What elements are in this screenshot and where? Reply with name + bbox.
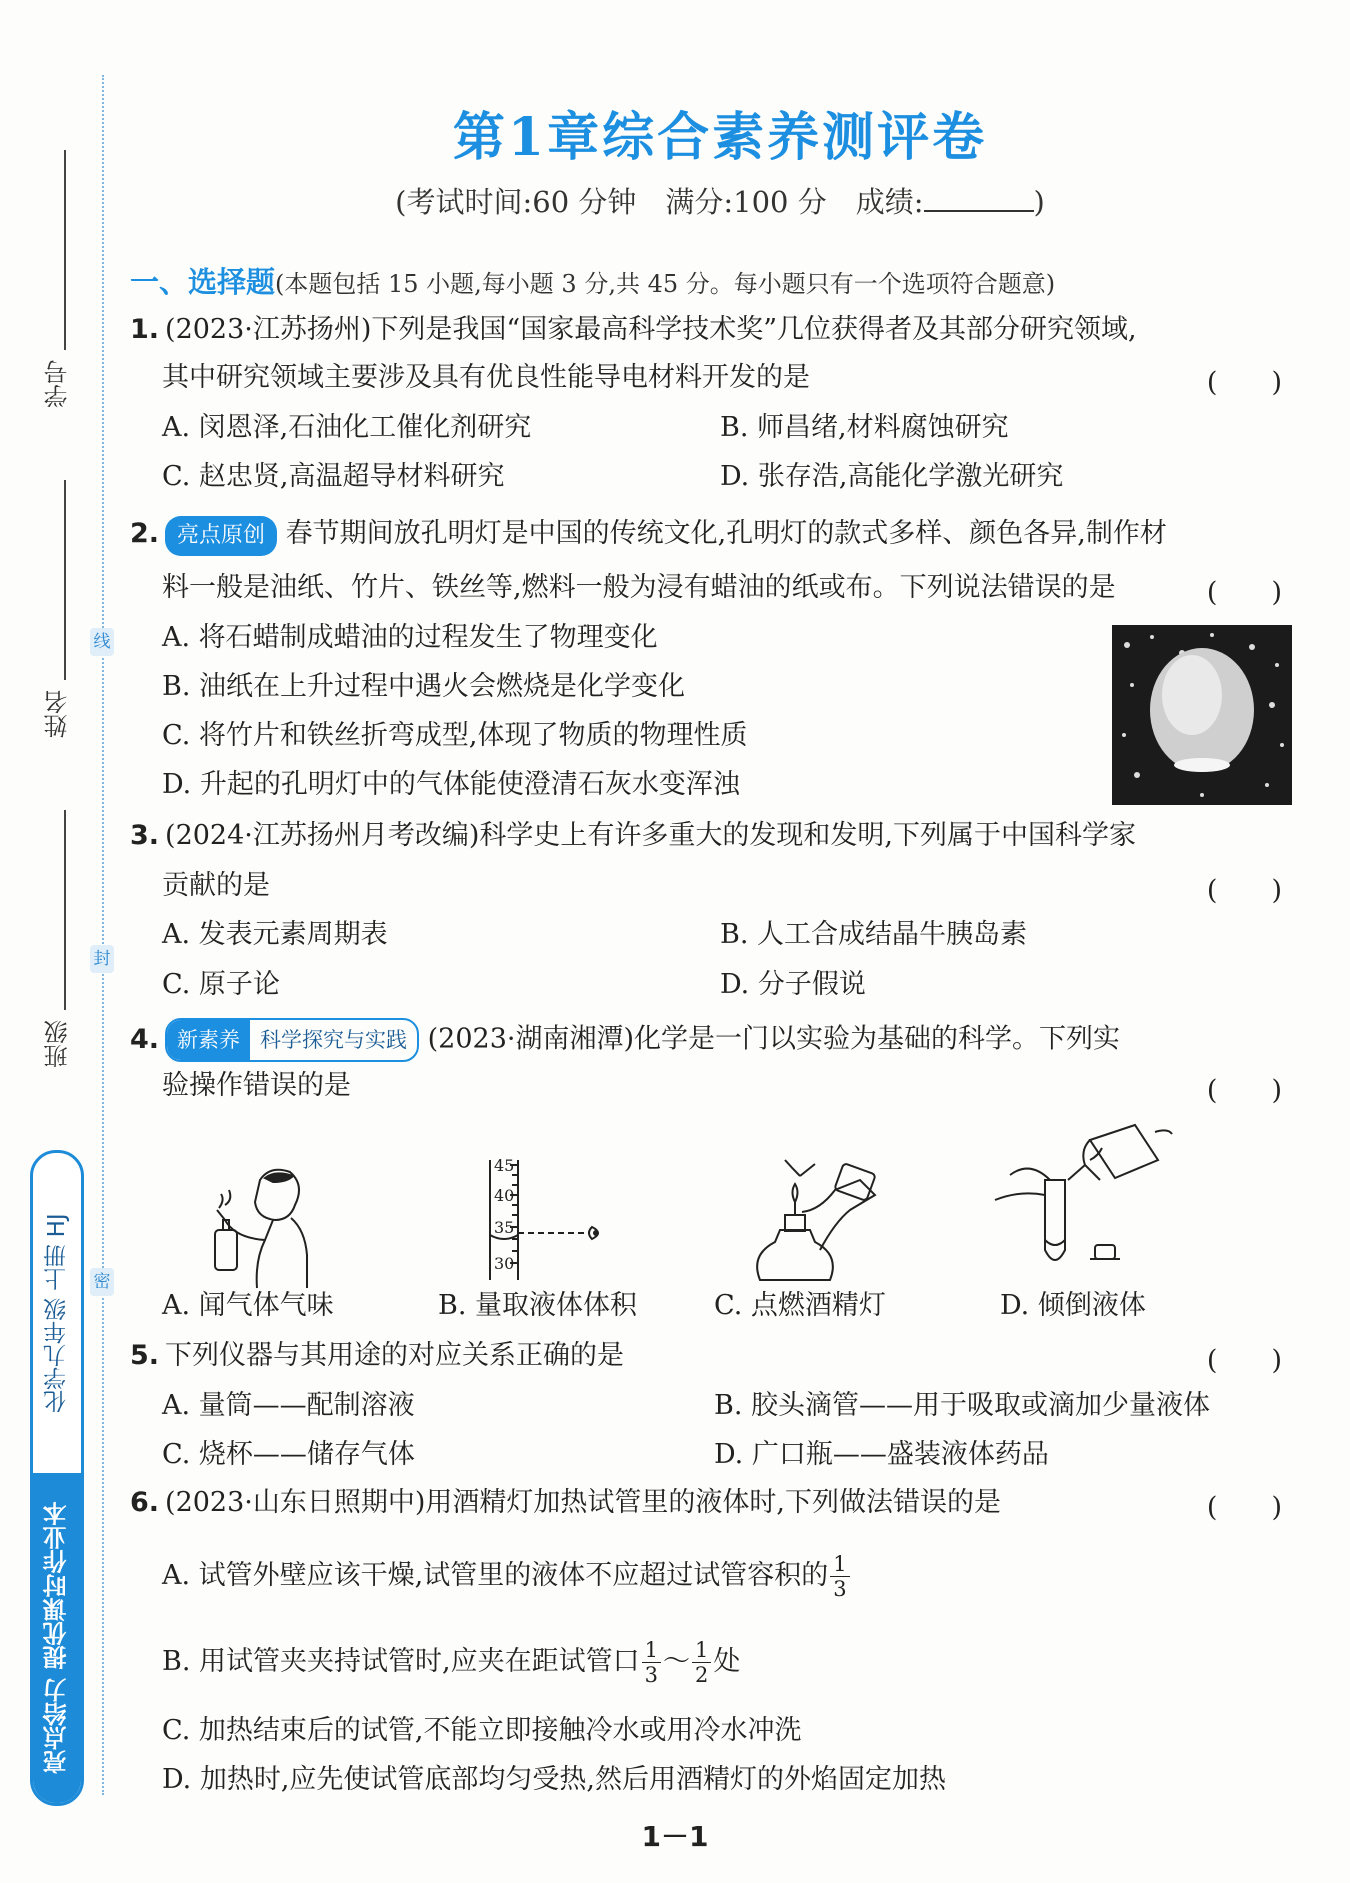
q3-stem-1: (2024·江苏扬州月考改编)科学史上有许多重大的发现和发明,下列属于中国科学家 — [165, 820, 1136, 851]
q3-option-a: A. 发表元素周期表 — [162, 919, 388, 950]
q2-number: 2. — [130, 518, 160, 549]
q4-option-b: B. 量取液体体积 — [438, 1290, 638, 1321]
student-id-blank — [64, 150, 66, 350]
exam-info — [120, 180, 1320, 221]
alcohol-lamp-figure — [740, 1150, 890, 1285]
literacy-tag — [165, 1018, 419, 1062]
question-4 — [130, 1018, 1120, 1062]
section-title: 一、选择题 — [130, 265, 276, 299]
question-2 — [130, 516, 1167, 556]
q6-option-b-end: 处 — [713, 1646, 741, 1677]
name-blank — [64, 480, 66, 680]
q4-answer-paren: ( ) — [1206, 1075, 1282, 1106]
q1-option-c: C. 赵忠贤,高温超导材料研究 — [162, 461, 505, 492]
q6-fraction-one-third — [830, 1552, 849, 1601]
q1-number: 1. — [130, 314, 160, 345]
q4-stem-1: (2023·湖南湘潭)化学是一门以实验为基础的科学。下列实 — [427, 1023, 1121, 1055]
question-1 — [130, 312, 1137, 348]
q2-option-b: B. 油纸在上升过程中遇火会燃烧是化学变化 — [162, 671, 686, 702]
q2-option-c: C. 将竹片和铁丝折弯成型,体现了物质的物理性质 — [162, 720, 748, 751]
q2-answer-paren: ( ) — [1206, 577, 1282, 608]
cut-mark-seal: 封 — [90, 945, 114, 973]
q6-answer-paren: ( ) — [1206, 1492, 1282, 1523]
cylinder-tick-30: 30 — [494, 1254, 515, 1273]
q3-answer-paren: ( ) — [1206, 875, 1282, 906]
q4-option-c: C. 点燃酒精灯 — [714, 1290, 886, 1321]
exam-info-text: (考试时间:60 分钟 满分:100 分 成绩: — [395, 185, 924, 219]
cut-mark-line: 线 — [90, 628, 114, 656]
binding-sidebar — [0, 0, 120, 1883]
q4-option-d: D. 倾倒液体 — [1000, 1290, 1146, 1321]
q3-option-d: D. 分子假说 — [720, 969, 866, 1000]
measuring-cylinder-figure — [480, 1155, 630, 1285]
q3-number: 3. — [130, 820, 160, 851]
q1-stem-1: (2023·江苏扬州)下列是我国“国家最高科学技术奖”几位获得者及其部分研究领域, — [165, 314, 1137, 345]
fraction-numerator: 1 — [692, 1638, 711, 1663]
q3-stem-line: 贡献的是 — [162, 870, 270, 901]
q1-option-b: B. 师昌绪,材料腐蚀研究 — [720, 412, 1009, 443]
q6-option-b — [162, 1638, 740, 1687]
q3-option-b: B. 人工合成结晶牛胰岛素 — [720, 919, 1028, 950]
q4-number: 4. — [130, 1023, 160, 1055]
q6-stem-1: (2023·山东日照期中)用酒精灯加热试管里的液体时,下列做法错误的是 — [165, 1487, 1001, 1518]
q6-option-a-text: A. 试管外壁应该干燥,试管里的液体不应超过试管容积的 — [162, 1560, 829, 1591]
section-note: (本题包括 15 小题,每小题 3 分,共 45 分。每小题只有一个选项符合题意) — [275, 270, 1056, 298]
q2-stem-line: 料一般是油纸、竹片、铁丝等,燃料一般为浸有蜡油的纸或布。下列说法错误的是 — [162, 572, 1116, 603]
fraction-numerator: 1 — [642, 1638, 661, 1663]
cut-line — [102, 75, 104, 1795]
q6-tilde: ～ — [662, 1646, 690, 1677]
cut-mark-secret: 密 — [90, 1268, 114, 1296]
exam-info-close: ) — [1033, 185, 1045, 219]
class-blank — [64, 810, 66, 1010]
q6-option-a — [162, 1552, 852, 1601]
q5-number: 5. — [130, 1340, 160, 1371]
spine-brand-label: 亮点给力 提优课时作业本 — [33, 1473, 81, 1803]
q1-stem-line: 其中研究领域主要涉及具有优良性能导电材料开发的是 — [162, 362, 810, 393]
pour-liquid-figure — [990, 1120, 1180, 1285]
q2-option-d: D. 升起的孔明灯中的气体能使澄清石灰水变浑浊 — [162, 769, 740, 800]
question-3 — [130, 818, 1136, 854]
page-number: 1－1 — [641, 1820, 709, 1853]
fraction-denominator: 3 — [644, 1663, 658, 1687]
fraction-denominator: 3 — [833, 1577, 847, 1601]
q2-option-a: A. 将石蜡制成蜡油的过程发生了物理变化 — [162, 622, 658, 653]
smell-gas-figure — [195, 1160, 335, 1290]
spine-grade-label: 化学九年级 上册 HJ — [44, 1213, 70, 1413]
q6-option-d: D. 加热时,应先使试管底部均匀受热,然后用酒精灯的外焰固定加热 — [162, 1764, 947, 1795]
cylinder-tick-45: 45 — [494, 1156, 515, 1175]
class-label: 班级 — [44, 1020, 72, 1068]
q6-option-b-text: B. 用试管夹夹持试管时,应夹在距试管口 — [162, 1646, 640, 1677]
original-tag: 亮点原创 — [165, 516, 277, 556]
question-6 — [130, 1485, 1001, 1521]
q6-number: 6. — [130, 1487, 160, 1518]
q5-option-c: C. 烧杯——储存气体 — [162, 1439, 415, 1470]
literacy-tag-sub: 科学探究与实践 — [260, 1028, 408, 1052]
q5-answer-paren: ( ) — [1206, 1345, 1282, 1376]
q3-option-c: C. 原子论 — [162, 969, 280, 1000]
fraction-numerator: 1 — [830, 1552, 849, 1577]
q1-option-d: D. 张存浩,高能化学激光研究 — [720, 461, 1064, 492]
q4-stem-line: 验操作错误的是 — [162, 1070, 351, 1101]
q5-option-b: B. 胶头滴管——用于吸取或滴加少量液体 — [714, 1390, 1211, 1421]
literacy-tag-main: 新素养 — [167, 1020, 250, 1060]
cylinder-tick-40: 40 — [494, 1186, 515, 1205]
q5-option-a: A. 量筒——配制溶液 — [162, 1390, 415, 1421]
q5-option-d: D. 广口瓶——盛装液体药品 — [714, 1439, 1049, 1470]
page-title: 第1章综合素养测评卷 — [452, 107, 988, 168]
q2-stem-1: 春节期间放孔明灯是中国的传统文化,孔明灯的款式多样、颜色各异,制作材 — [285, 518, 1167, 549]
book-spine — [30, 1150, 84, 1806]
q1-answer-paren: ( ) — [1206, 367, 1282, 398]
q5-stem-1: 下列仪器与其用途的对应关系正确的是 — [165, 1340, 625, 1371]
question-5 — [130, 1338, 624, 1374]
section-heading — [130, 264, 1055, 302]
q6-fraction-one-third-b — [642, 1638, 661, 1687]
student-id-label: 学号 — [44, 360, 72, 408]
q1-option-a: A. 闵恩泽,石油化工催化剂研究 — [162, 412, 532, 443]
q4-option-a: A. 闻气体气味 — [162, 1290, 334, 1321]
fraction-denominator: 2 — [694, 1663, 709, 1687]
q6-fraction-one-half — [692, 1638, 711, 1687]
cylinder-tick-35: 35 — [494, 1218, 515, 1237]
score-blank — [924, 184, 1034, 212]
name-label: 姓名 — [44, 690, 72, 738]
sky-lantern-photo — [1112, 625, 1292, 805]
q6-option-c: C. 加热结束后的试管,不能立即接触冷水或用冷水冲洗 — [162, 1715, 802, 1746]
